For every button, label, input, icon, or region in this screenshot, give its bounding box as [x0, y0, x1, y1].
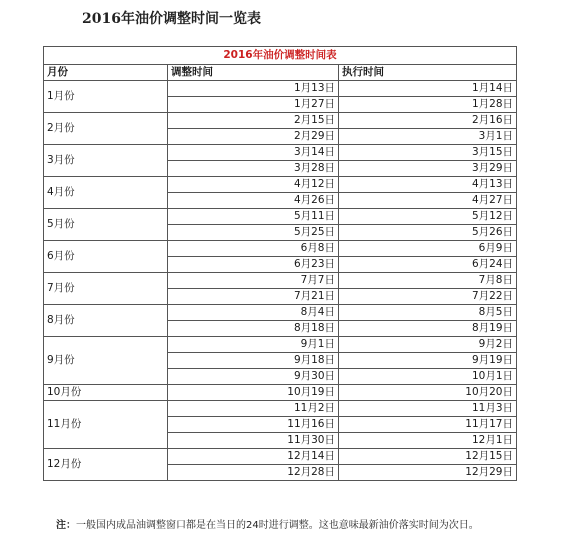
adjust-time-cell: 8月4日	[168, 305, 339, 321]
month-cell: 5月份	[44, 209, 168, 241]
execute-time-cell: 6月24日	[339, 257, 517, 273]
table-row	[44, 385, 517, 401]
adjust-time-cell: 2月15日	[168, 113, 339, 129]
adjust-time-cell: 12月14日	[168, 449, 339, 465]
header-execute-time: 执行时间	[339, 65, 517, 81]
month-cell: 6月份	[44, 241, 168, 273]
execute-time-cell: 12月1日	[339, 433, 517, 449]
execute-time-cell: 1月14日	[339, 81, 517, 97]
month-cell: 8月份	[44, 305, 168, 337]
table-row	[44, 113, 517, 129]
header-adjust-time: 调整时间	[168, 65, 339, 81]
execute-time-cell: 5月26日	[339, 225, 517, 241]
page-title: 2016年油价调整时间一览表	[82, 11, 261, 27]
execute-time-cell: 5月12日	[339, 209, 517, 225]
table-row	[44, 401, 517, 417]
adjust-time-cell: 1月27日	[168, 97, 339, 113]
caption-row	[44, 47, 517, 65]
execute-time-cell: 12月29日	[339, 465, 517, 481]
adjust-time-cell: 1月13日	[168, 81, 339, 97]
table-caption: 2016年油价调整时间表	[44, 47, 517, 65]
table-row	[44, 273, 517, 289]
execute-time-cell: 7月22日	[339, 289, 517, 305]
oil-price-table	[43, 46, 517, 481]
adjust-time-cell: 4月12日	[168, 177, 339, 193]
adjust-time-cell: 9月1日	[168, 337, 339, 353]
execute-time-cell: 10月20日	[339, 385, 517, 401]
adjust-time-cell: 11月30日	[168, 433, 339, 449]
month-cell: 11月份	[44, 401, 168, 449]
table-row	[44, 337, 517, 353]
execute-time-cell: 3月29日	[339, 161, 517, 177]
adjust-time-cell: 7月7日	[168, 273, 339, 289]
execute-time-cell: 4月13日	[339, 177, 517, 193]
header-row	[44, 65, 517, 81]
adjust-time-cell: 12月28日	[168, 465, 339, 481]
adjust-time-cell: 10月19日	[168, 385, 339, 401]
adjust-time-cell: 11月2日	[168, 401, 339, 417]
month-cell: 4月份	[44, 177, 168, 209]
adjust-time-cell: 9月18日	[168, 353, 339, 369]
adjust-time-cell: 4月26日	[168, 193, 339, 209]
table-row	[44, 305, 517, 321]
execute-time-cell: 10月1日	[339, 369, 517, 385]
execute-time-cell: 4月27日	[339, 193, 517, 209]
execute-time-cell: 9月19日	[339, 353, 517, 369]
month-cell: 9月份	[44, 337, 168, 385]
execute-time-cell: 11月17日	[339, 417, 517, 433]
month-cell: 1月份	[44, 81, 168, 113]
execute-time-cell: 8月5日	[339, 305, 517, 321]
adjust-time-cell: 3月28日	[168, 161, 339, 177]
table-row	[44, 81, 517, 97]
table-row	[44, 209, 517, 225]
month-cell: 2月份	[44, 113, 168, 145]
execute-time-cell: 1月28日	[339, 97, 517, 113]
month-cell: 7月份	[44, 273, 168, 305]
execute-time-cell: 3月1日	[339, 129, 517, 145]
execute-time-cell: 2月16日	[339, 113, 517, 129]
adjust-time-cell: 11月16日	[168, 417, 339, 433]
footnote-text: 一般国内成品油调整窗口都是在当日的24时进行调整。这也意味最新油价落实时间为次日。	[76, 520, 479, 531]
month-cell: 12月份	[44, 449, 168, 481]
execute-time-cell: 6月9日	[339, 241, 517, 257]
footnote	[56, 516, 479, 531]
month-cell: 10月份	[44, 385, 168, 401]
adjust-time-cell: 8月18日	[168, 321, 339, 337]
adjust-time-cell: 6月8日	[168, 241, 339, 257]
execute-time-cell: 11月3日	[339, 401, 517, 417]
adjust-time-cell: 2月29日	[168, 129, 339, 145]
execute-time-cell: 3月15日	[339, 145, 517, 161]
adjust-time-cell: 5月25日	[168, 225, 339, 241]
header-month: 月份	[44, 65, 168, 81]
adjust-time-cell: 7月21日	[168, 289, 339, 305]
execute-time-cell: 12月15日	[339, 449, 517, 465]
execute-time-cell: 9月2日	[339, 337, 517, 353]
month-cell: 3月份	[44, 145, 168, 177]
table-row	[44, 177, 517, 193]
table-row	[44, 449, 517, 465]
adjust-time-cell: 3月14日	[168, 145, 339, 161]
footnote-prefix: 注：	[56, 520, 76, 531]
adjust-time-cell: 5月11日	[168, 209, 339, 225]
table-row	[44, 241, 517, 257]
execute-time-cell: 7月8日	[339, 273, 517, 289]
adjust-time-cell: 6月23日	[168, 257, 339, 273]
adjust-time-cell: 9月30日	[168, 369, 339, 385]
execute-time-cell: 8月19日	[339, 321, 517, 337]
table-row	[44, 145, 517, 161]
